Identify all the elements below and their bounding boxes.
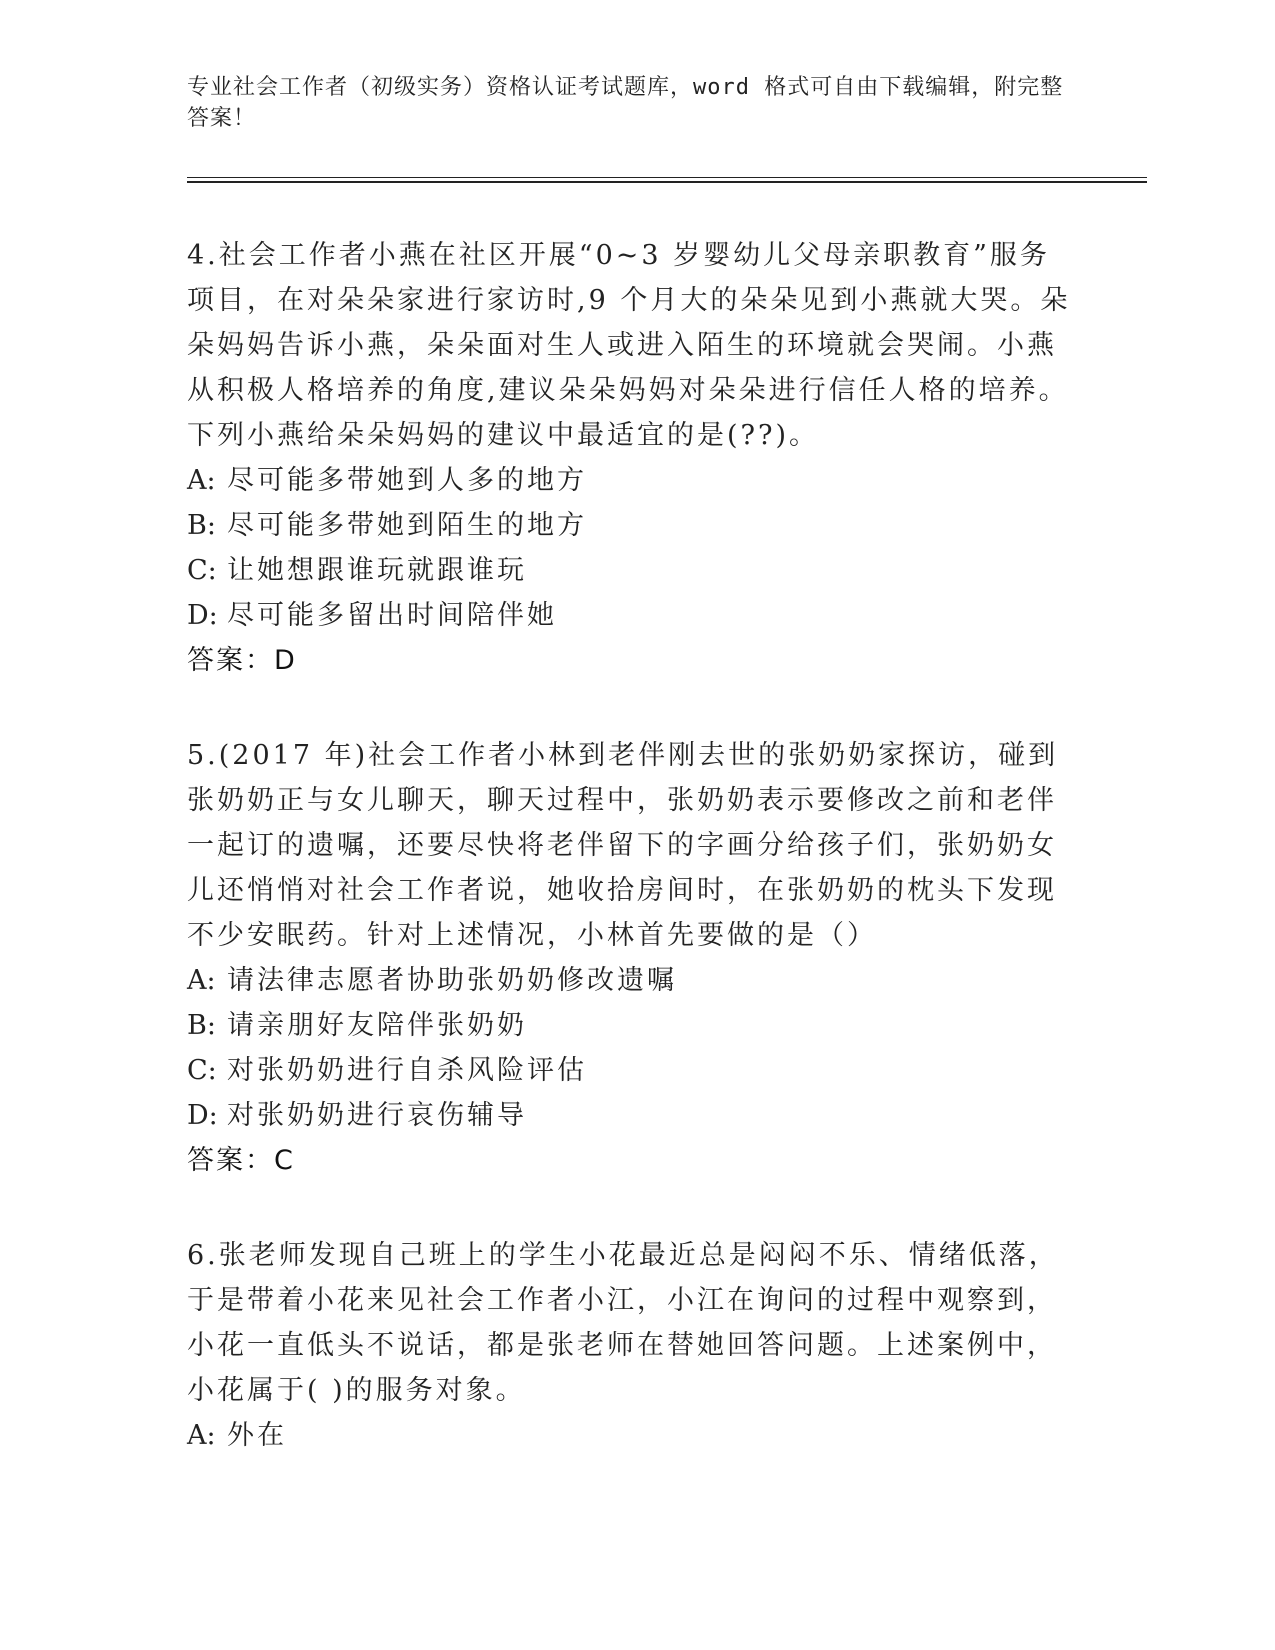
option-text: 请法律志愿者协助张奶奶修改遗嘱 — [227, 965, 677, 996]
option-text: 尽可能多带她到人多的地方 — [227, 465, 587, 496]
answer: 答案：D — [187, 645, 297, 676]
option-text: 外在 — [227, 1420, 287, 1451]
document-header: 专业社会工作者（初级实务）资格认证考试题库，word 格式可自由下载编辑，附完整答案！ — [187, 75, 1064, 131]
option-text: 尽可能多带她到陌生的地方 — [227, 510, 587, 541]
option-letter: C: — [187, 555, 217, 586]
option-letter: A: — [187, 465, 216, 496]
question-stem: 5.(2017 年)社会工作者小林到老伴刚去世的张奶奶家探访，碰到张奶奶正与女儿聊天，聊天过程中，张奶奶表示要修改之前和老伴一起订的遗嘱，还要尽快将老伴留下的字画分给孩子们，张奶奶女儿还悄悄对社会工作者说，她收拾房间时，在张奶奶的枕头下发现不少安眠药。针对上述情况，小林首先要做的是（） — [187, 740, 1059, 951]
question-4 — [187, 233, 1077, 683]
option-text: 尽可能多留出时间陪伴她 — [227, 600, 557, 631]
option-letter: D: — [187, 600, 218, 631]
option-letter: D: — [187, 1100, 218, 1131]
option-text: 对张奶奶进行自杀风险评估 — [227, 1055, 587, 1086]
question-stem: 6.张老师发现自己班上的学生小花最近总是闷闷不乐、情绪低落，于是带着小花来见社会工作者小江，小江在询问的过程中观察到，小花一直低头不说话，都是张老师在替她回答问题。上述案例中，小花属于( )的服务对象。 — [187, 1240, 1059, 1406]
answer: 答案：C — [187, 1145, 295, 1176]
option-letter: A: — [187, 1420, 216, 1451]
option-c — [187, 548, 1077, 593]
option-b — [187, 1003, 1077, 1048]
option-d — [187, 593, 1077, 638]
option-letter: B: — [187, 510, 216, 541]
option-letter: A: — [187, 965, 216, 996]
option-a — [187, 1413, 1077, 1458]
question-5 — [187, 733, 1077, 1183]
question-stem: 4.社会工作者小燕在社区开展“0~3 岁婴幼儿父母亲职教育”服务项目，在对朵朵家进行家访时,9 个月大的朵朵见到小燕就大哭。朵朵妈妈告诉小燕，朵朵面对生人或进入陌生的环境就会哭闹。小燕从积极人格培养的角度,建议朵朵妈妈对朵朵进行信任人格的培养。下列小燕给朵朵妈妈的建议中最适宜的是(??)。 — [187, 240, 1071, 451]
option-text: 让她想跟谁玩就跟谁玩 — [227, 555, 527, 586]
option-a — [187, 958, 1077, 1003]
header-divider-thin — [187, 177, 1147, 178]
option-letter: B: — [187, 1010, 216, 1041]
option-a — [187, 458, 1077, 503]
option-d — [187, 1093, 1077, 1138]
header-divider-thick — [187, 181, 1147, 183]
option-c — [187, 1048, 1077, 1093]
option-text: 请亲朋好友陪伴张奶奶 — [227, 1010, 527, 1041]
option-text: 对张奶奶进行哀伤辅导 — [227, 1100, 527, 1131]
option-b — [187, 503, 1077, 548]
option-letter: C: — [187, 1055, 217, 1086]
question-6 — [187, 1233, 1077, 1458]
